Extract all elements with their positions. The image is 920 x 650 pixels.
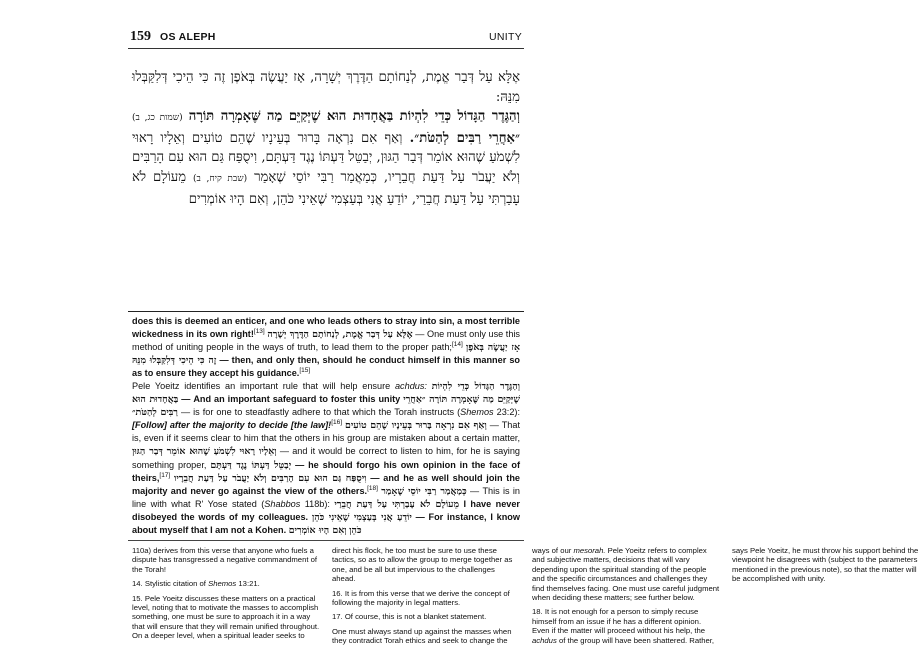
footnote [332, 612, 520, 621]
hebrew-lead: וְהַגֶּדֶר הַגָּדוֹל כְּדֵי לִהְיוֹת בַּאֲחָדוּת הוּא שֶׁיְּקַיֵּם מַה שֶּׁאָמְרָה תּוֹרָה [188, 109, 521, 125]
hebrew-phrase: וְאֵלָיו רָאוּי לִשְׁמֹעַ שֶׁהוּא אוֹמֵר דְּבַר הַגּוּן [132, 446, 277, 458]
footnote-text: 13:21. [238, 579, 260, 589]
translation-text: — This is in line with what R' Yose stated ( [132, 485, 520, 509]
footnote-text: 15. Pele Yoeitz discusses these matters on a practical level, noting that to motivate the masses to accomplish something, one must be sure to approach it in a way that will ensure that they will remain unified throughout. On a deeper level, when a spiritual leader seeks to direct his flock, he too must be sure to use these tactics, so as to allow the group to merge together as one, and be all but impervious to the challenges ahead. [132, 546, 513, 641]
source-citation: Shabbos [264, 498, 301, 509]
english-translation [132, 315, 520, 537]
hebrew-phrase: יְבַטֵּל דַּעְתּוֹ נֶגֶד דַּעְתָּם [210, 459, 292, 471]
hebrew-text [132, 68, 520, 209]
source-citation: 23:2): [496, 407, 520, 418]
footnote-text: Shemos [208, 579, 237, 589]
footnote-divider [128, 540, 524, 541]
translation-text: — is for one to steadfastly adhere to that which the Torah instructs ( [180, 407, 461, 418]
translation-text: — One must only use this method of uniting people in the ways of truth, to lead them to the proper path; [132, 329, 520, 353]
translation-text: — and it would be correct to listen to him, for he is saying something proper, [132, 446, 520, 470]
footnote-text: Pele Yoeitz refers to complex and subjective matters, decisions that will vary depending upon the spiritual standing of the people and the specific circumstances and challenges they find themselves facing. One must use careful judgment when deciding these matters; see further below. [532, 546, 720, 603]
footnote-ref[interactable]: [13] [253, 328, 265, 335]
footnote [132, 546, 320, 574]
hebrew-source: (שבת קיח, ב) [193, 173, 248, 184]
footnote-ref[interactable]: [16] [331, 419, 343, 427]
translation-text: — That is, even if it seems clear to him that the others in his group are mistaken about a certain matter, [132, 420, 520, 444]
translation-text: achdus: [394, 381, 427, 392]
page-number: 159 [130, 29, 151, 44]
hebrew-phrase: וְהַגֶּדֶר הַגָּדוֹל כְּדֵי לִהְיוֹת בַּאֲחָדוּת הוּא [132, 381, 520, 406]
hebrew-phrase: וִיסֻפַּח גַּם הוּא עִם הָרַבִּים וְלֹא יַעֲבֹר עַל דַּעַת חֲבֵרָיו [174, 472, 367, 484]
translation-text: — he should forgo his own opinion in the face of theirs, [132, 459, 521, 483]
hebrew-source: (שמות כג, ב) [132, 113, 183, 124]
footnote-text: 17. Of course, this is not a blanket statement. [332, 612, 487, 622]
hebrew-text-body: וְאַף אִם נִרְאָה בָּרוּר בְּעֵינָיו שֶׁהֵם טוֹעִים וְאֵלָיו רָאוּי לִשְׁמֹעַ שֶׁהוּא אוֹמֵר דְּבַר הַגּוּן, יְבַטֵּל דַּעְתּוֹ נֶגֶד דַּעְתָּם, וִיסֻפַּח גַּם הוּא עִם הָרַבִּים וְלֹא יַעֲבֹר עַל דַּעַת חֲבֵרָיו, כְּמַאֲמַר רַבִּי יוֹסֵי שֶׁאָמַר [132, 130, 520, 185]
footnote-text: 16. It is from this verse that we derive the concept of following the majority in legal matters. [332, 588, 510, 608]
hebrew-phrase: כֹּהֵן [349, 524, 362, 536]
hebrew-phrase: וְאַף אִם נִרְאָה בָּרוּר בְּעֵינָיו שֶׁהֵם טוֹעִים [344, 420, 487, 432]
footnote-ref[interactable]: [15] [299, 367, 311, 375]
hebrew-phrase: אֶלָּא עַל דְּבַר אֱמֶת, לְנַחוֹתָם הַדֶּרֶךְ יְשָׁרָה [267, 329, 413, 341]
hebrew-phrase: אָז יַעֲשֶׂה בְּאֹפֶן זֶה כִּי הֵיכִי דְּלִקַּבְּלוּ מִנֵּהּ [132, 342, 521, 367]
translation-text: I have never disobeyed the words of my colleagues. [132, 498, 520, 522]
translation-text: — and he as well should join the majority and never go against the view of the others. [132, 472, 520, 496]
translation-text: — For instance, I know about myself that I am not a Kohen. [132, 511, 520, 535]
chapter-title: OS ALEPH [160, 31, 216, 43]
hebrew-phrase: יוֹדֵעַ אֲנִי בְּעַצְמִי שֶׁאֵינִי כֹּהֵן [311, 511, 412, 523]
section-title: UNITY [489, 31, 522, 43]
footnote [332, 589, 520, 608]
source-citation: 118b): [304, 498, 330, 509]
footnote-text: 18. It is not enough for a person to simply recuse himself from an issue if he has a different opinion. Even if the matter will proceed without his help, the [532, 607, 706, 636]
hebrew-phrase: מֵעוֹלָם לֹא עָבַרְתִּי עַל דַּעַת חֲבֵרַי [334, 498, 460, 510]
footnote-text: of the group will have been shattered. Rather, says Pele Yoeitz, he must throw his support behind the viewpoint he disagrees with (subject to the parameters mentioned in the previous note), so that the matter will be accomplished with unity. [558, 546, 919, 645]
footnote [132, 579, 320, 588]
footnote-text: 14. Stylistic citation of [132, 579, 206, 589]
source-citation: Shemos [460, 407, 494, 418]
translation-text: — And an important safeguard to foster this unity [181, 394, 401, 405]
footnote-text: 110a) derives from this verse that anyone who fuels a dispute has transgressed a negative commandment of the Torah! [132, 546, 318, 574]
translation-text: Pele Yoeitz identifies an important rule that will help ensure [132, 381, 391, 392]
footnote-text: achdus [532, 635, 557, 645]
hebrew-phrase: וְאִם הָיוּ אוֹמְרִים [288, 524, 347, 536]
footnotes [132, 546, 919, 650]
running-header [128, 28, 524, 49]
book-page [128, 28, 919, 646]
footnote-text: One must always stand up against the masses when they contradict Torah ethics and seek to change the ways of our [332, 546, 572, 646]
footnote-ref[interactable]: [14] [451, 341, 463, 349]
footnote-ref[interactable]: [17] [159, 471, 171, 479]
paragraph [132, 315, 520, 380]
hebrew-quote: ״אַחֲרֵי רַבִּים לְהַטֹּת״. [409, 130, 520, 146]
translation-quote: [Follow] after the majority to decide [the law]! [132, 420, 332, 431]
translation-text: — then, and only then, should he conduct himself in this manner so as to ensure they accept his guidance. [132, 355, 520, 379]
hebrew-text-body: מֵעוֹלָם לֹא עָבַרְתִּי עַל דַּעַת חֲבֵרַי, יוֹדֵעַ אֲנִי בְּעַצְמִי שֶׁאֵינִי כֹּהֵן, וְאִם הָיוּ אוֹמְרִים [132, 169, 520, 207]
footnote-ref[interactable]: [18] [367, 484, 378, 492]
hebrew-phrase: שֶׁיְּקַיֵּם מַה שֶּׁאָמְרָה תּוֹרָה ״אַחֲרֵי רַבִּים לְהַטֹּת״ [132, 394, 520, 419]
footnote-text: mesorah. [573, 546, 606, 555]
paragraph [132, 380, 520, 537]
section-divider [128, 311, 524, 312]
hebrew-phrase: כְּמַאֲמַר רַבִּי יוֹסֵי שֶׁאָמַר [381, 485, 467, 497]
hebrew-line: אֶלָּא עַל דְּבַר אֱמֶת, לְנַחוֹתָם הַדֶּרֶךְ יְשָׁרָה, אָז יַעֲשֶׂה בְּאֹפֶן זֶה כִּי הֵיכִי דְּלִקַּבְּלוּ מִנֵּהּ: [132, 70, 520, 105]
translation-text: does this is deemed an enticer, and one who leads others to stray into sin, a most terrible wickedness in its own right! [132, 316, 520, 340]
